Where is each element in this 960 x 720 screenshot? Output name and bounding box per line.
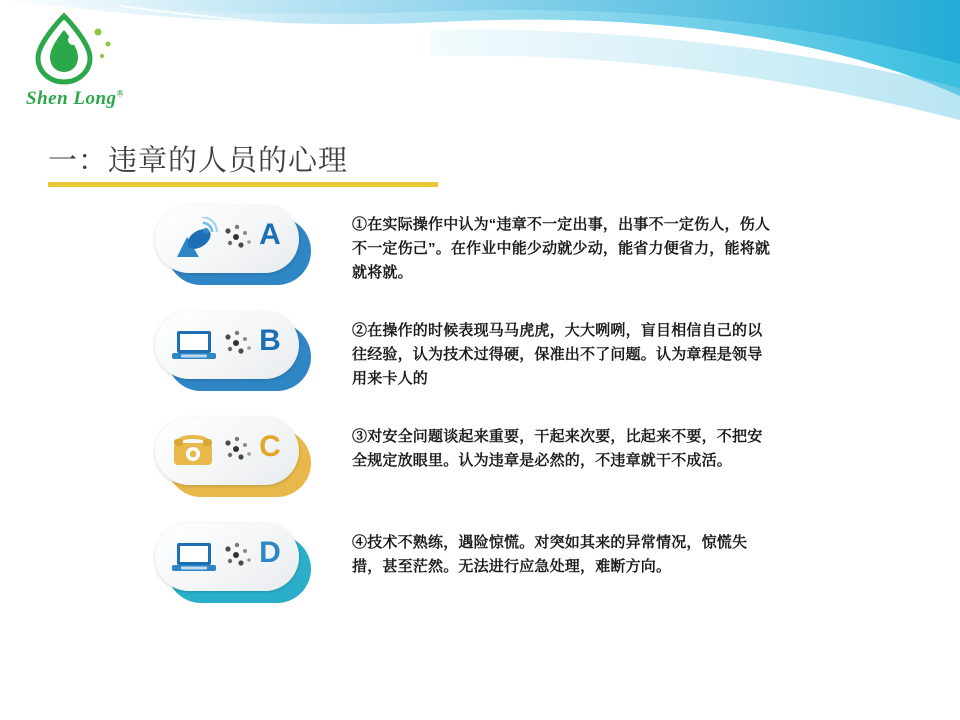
laptop-icon <box>169 323 221 367</box>
content-list <box>0 205 960 629</box>
logo-text: Shen Long <box>26 88 117 109</box>
badge-d <box>155 523 311 603</box>
item-paragraph: ①在实际操作中认为“违章不一定出事，出事不一定伤人，伤人不一定伤己”。在作业中能少动就少动，能省力便省力，能将就就将就。 <box>352 216 771 281</box>
shenlong-logo <box>18 10 128 110</box>
satellite-dish-icon <box>169 217 221 261</box>
badge-b <box>155 311 311 391</box>
laptop-icon <box>169 535 221 579</box>
logo-wordmark <box>26 88 124 110</box>
header-ribbon-decoration <box>0 0 960 120</box>
badge-letter: A <box>259 218 281 251</box>
page-title: 一：违章的人员的心理 <box>48 145 349 177</box>
badge-face <box>155 417 299 485</box>
badge-face <box>155 205 299 273</box>
badge-letter: B <box>259 324 281 357</box>
badge-c <box>155 417 311 497</box>
badge-letter: C <box>259 430 281 463</box>
item-paragraph: ②在操作的时候表现马马虎虎，大大咧咧，盲目相信自己的以往经验，认为技术过得硬，保准出不了问题。认为章程是领导用来卡人的 <box>352 322 763 387</box>
list-item <box>0 523 960 629</box>
list-item <box>0 205 960 311</box>
badge-face <box>155 523 299 591</box>
title-underline <box>48 182 438 187</box>
telephone-icon <box>169 429 221 473</box>
badge-letter: D <box>259 536 281 569</box>
badge-face <box>155 311 299 379</box>
badge-a <box>155 205 311 285</box>
item-paragraph: ③对安全问题谈起来重要，干起来次要，比起来不要，不把安全规定放眼里。认为违章是必然的，不违章就干不成活。 <box>352 428 763 469</box>
list-item <box>0 417 960 523</box>
list-item <box>0 311 960 417</box>
item-paragraph: ④技术不熟练，遇险惊慌。对突如其来的异常情况，惊慌失措，甚至茫然。无法进行应急处理，难断方向。 <box>352 534 748 575</box>
registered-mark: ® <box>116 88 124 99</box>
